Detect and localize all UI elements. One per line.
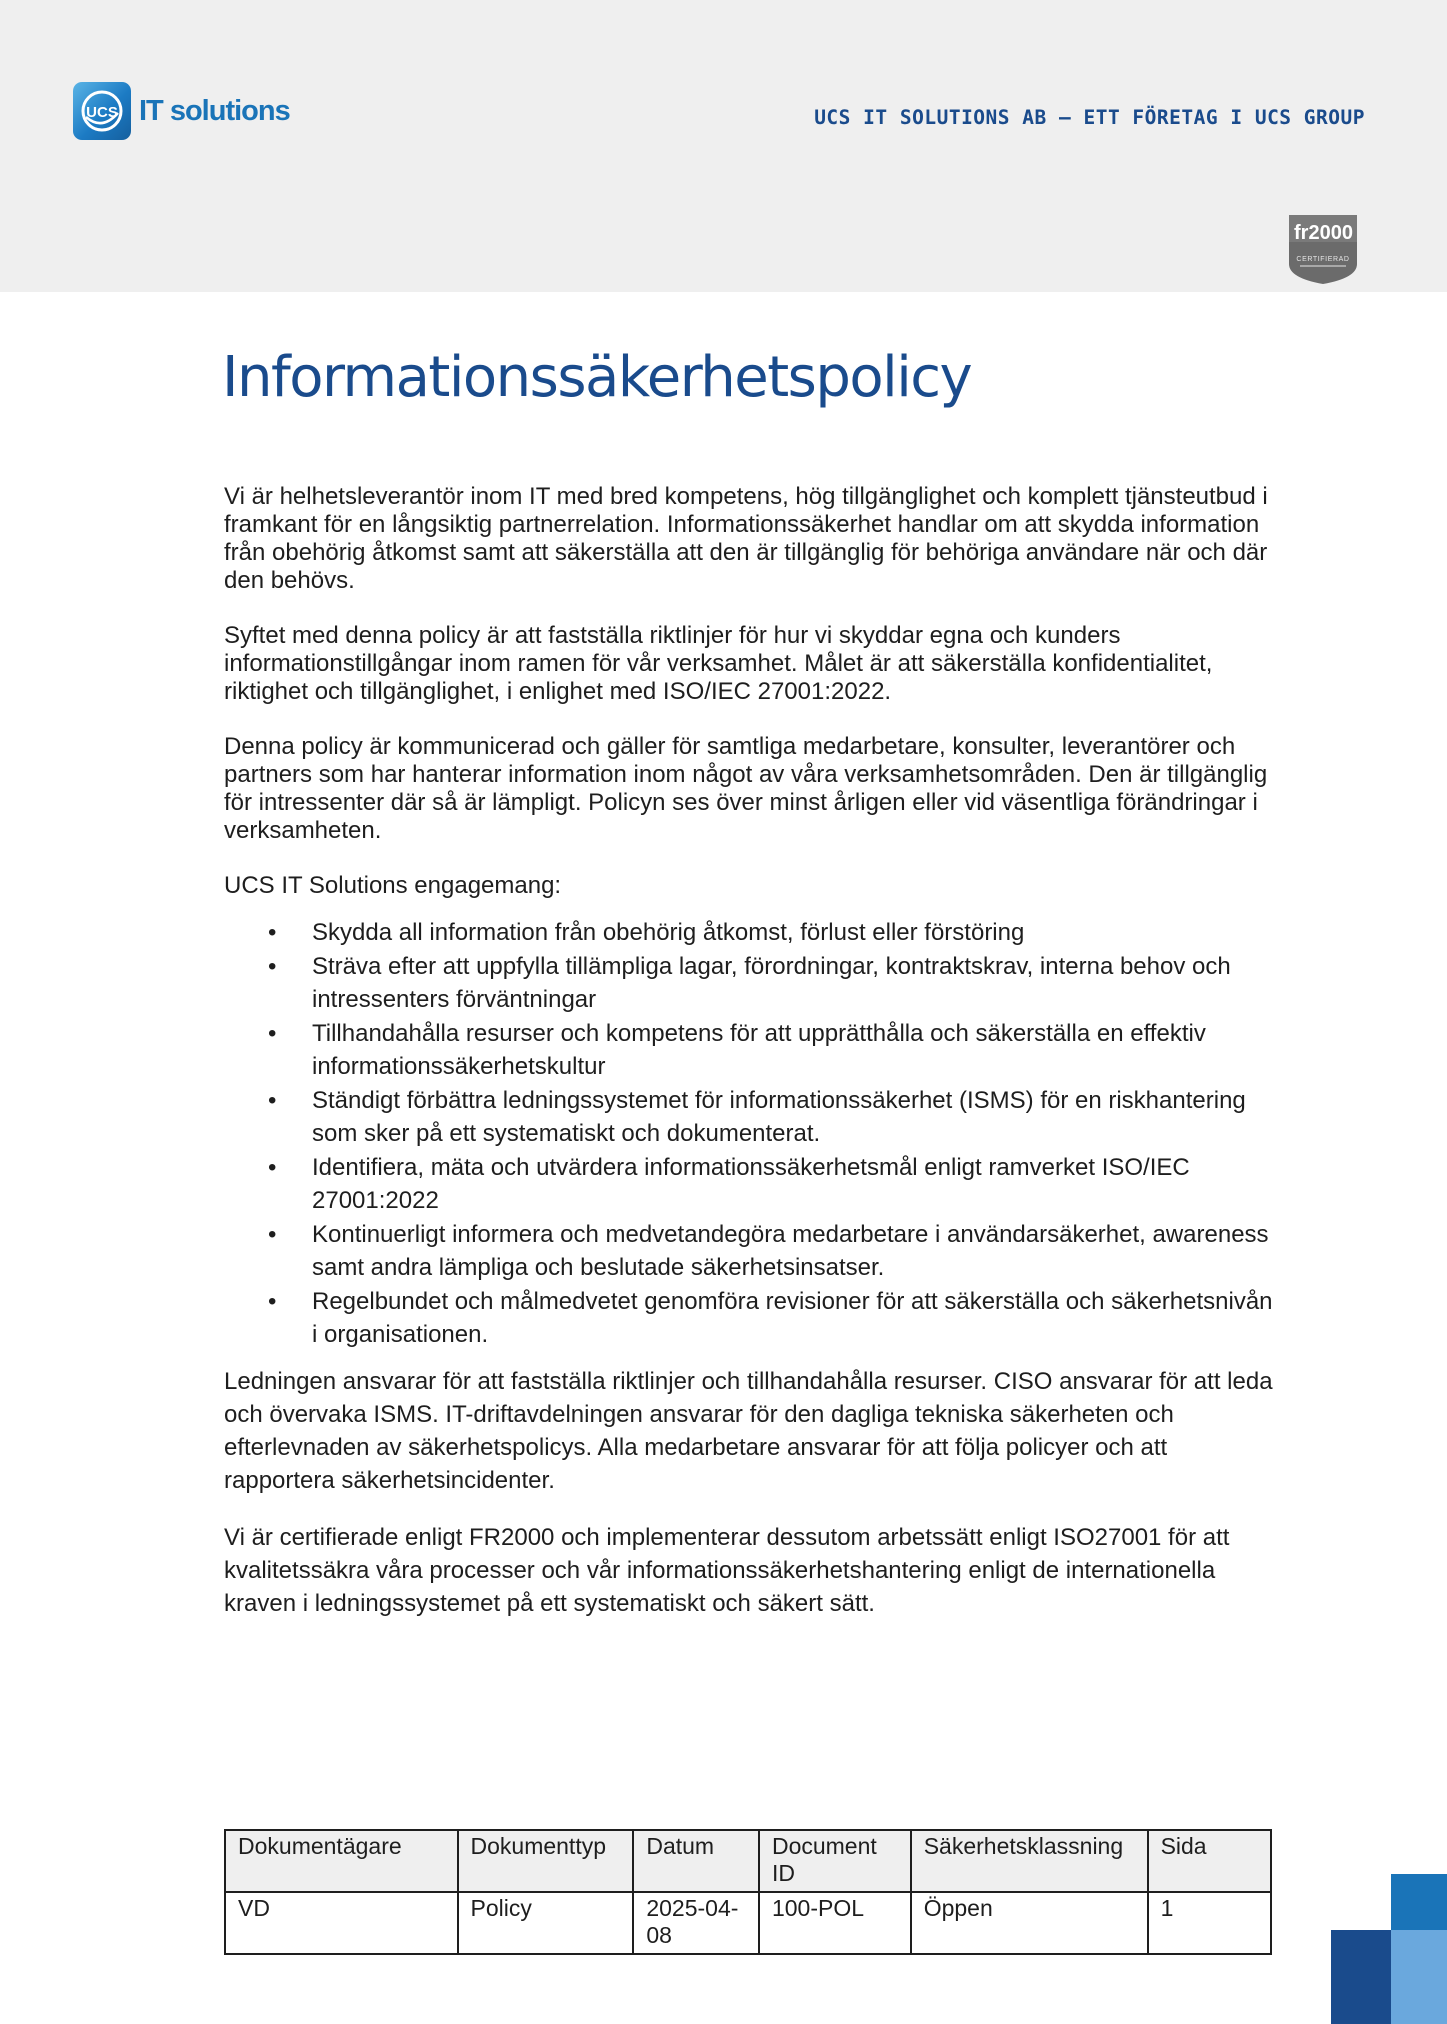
header-document-type: Dokumenttyp (458, 1830, 634, 1892)
corner-squares-decoration (1331, 1874, 1447, 2024)
certification-paragraph: Vi är certifierade enligt FR2000 och implementerar dessutom arbetssätt enligt ISO27001 för att kvalitetssäkra våra processer och vår informationssäkerhetshantering enligt de internationella kraven i ledningssystemet på ett systematiskt och säkert sätt. (224, 1524, 1230, 1617)
cell-security-classification: Öppen (911, 1892, 1148, 1954)
company-group-line: UCS IT SOLUTIONS AB – ETT FÖRETAG I UCS GROUP (814, 106, 1365, 129)
list-item: • Tillhandahålla resurser och kompetens för att upprätthålla och säkerställa en effektiv informationssäkerhetskultur (224, 1017, 1284, 1083)
commitments-list (224, 916, 1284, 1351)
document-info-table (224, 1829, 1272, 1955)
bullet-icon: • (268, 1020, 277, 1047)
header-date: Datum (633, 1830, 759, 1892)
header-document-owner: Dokumentägare (225, 1830, 458, 1892)
table-header-row (225, 1830, 1271, 1892)
list-item: • Sträva efter att uppfylla tillämpliga lagar, förordningar, kontraktskrav, interna behov och intressenters förväntningar (224, 950, 1284, 1016)
fr2000-certificate-badge (1286, 212, 1360, 286)
cell-document-owner: VD (225, 1892, 458, 1954)
intro-paragraph: Vi är helhetsleverantör inom IT med bred kompetens, hög tillgänglighet och komplett tjänsteutbud i framkant för en långsiktig partnerrelation. Informationssäkerhet handlar om att skydda information från obehörig åtkomst samt att säkerställa att den är tillgänglig för behöriga användare när och där den behövs. (224, 483, 1268, 594)
commitments-heading: UCS IT Solutions engagemang: (224, 872, 562, 899)
list-item: • Kontinuerligt informera och medvetandegöra medarbetare i användarsäkerhet, awareness samt andra lämpliga och beslutade säkerhetsinsatser. (224, 1218, 1284, 1284)
purpose-paragraph: Syftet med denna policy är att fastställa riktlinjer för hur vi skyddar egna och kunders informationstillgångar inom ramen för vår verksamhet. Målet är att säkerställa konfidentialitet, riktighet och tillgänglighet, i enlighet med ISO/IEC 27001:2022. (224, 622, 1213, 705)
bullet-icon: • (268, 919, 277, 946)
list-item: • Ständigt förbättra ledningssystemet för informationssäkerhet (ISMS) för en riskhantering som sker på ett systematiskt och dokumenterat. (224, 1084, 1284, 1150)
bullet-icon: • (268, 1154, 277, 1181)
cell-document-type: Policy (458, 1892, 634, 1954)
cell-date: 2025-04-08 (633, 1892, 759, 1954)
bullet-icon: • (268, 1087, 277, 1114)
shield-icon (1286, 212, 1360, 286)
header-band (0, 0, 1447, 292)
table-row (225, 1892, 1271, 1954)
logo-badge-text: UCS (86, 104, 118, 121)
cell-document-id: 100-POL (759, 1892, 911, 1954)
logo-text: IT solutions (139, 94, 290, 127)
ucs-logo-icon (73, 82, 131, 140)
certificate-badge-caption: CERTIFIERAD (1296, 256, 1350, 263)
list-item: • Identifiera, mäta och utvärdera informationssäkerhetsmål enligt ramverket ISO/IEC 27001:2022 (224, 1151, 1284, 1217)
header-document-id: Document ID (759, 1830, 911, 1892)
responsibility-paragraph: Ledningen ansvarar för att fastställa riktlinjer och tillhandahålla resurser. CISO ansvarar för att leda och övervaka ISMS. IT-driftavdelningen ansvarar för den dagliga tekniska säkerheten och efterlevnaden av säkerhetspolicys. Alla medarbetare ansvarar för att följa policyer och att rapportera säkerhetsincidenter. (224, 1368, 1273, 1494)
cell-page: 1 (1148, 1892, 1271, 1954)
header-security-classification: Säkerhetsklassning (911, 1830, 1148, 1892)
page-title: Informationssäkerhetspolicy (222, 345, 972, 410)
header-page: Sida (1148, 1830, 1271, 1892)
policy-body (224, 483, 1284, 1644)
list-item: • Regelbundet och målmedvetet genomföra revisioner för att säkerställa och säkerhetsnivån i organisationen. (224, 1285, 1284, 1351)
bullet-icon: • (268, 1288, 277, 1315)
scope-paragraph: Denna policy är kommunicerad och gäller för samtliga medarbetare, konsulter, leverantörer och partners som har hanterar information inom något av våra verksamhetsområden. Den är tillgänglig för intressenter där så är lämpligt. Policyn ses över minst årligen eller vid väsentliga förändringar i verksamheten. (224, 733, 1268, 844)
list-item: • Skydda all information från obehörig åtkomst, förlust eller förstöring (224, 916, 1284, 949)
bullet-icon: • (268, 1221, 277, 1248)
company-logo (73, 82, 290, 140)
bullet-icon: • (268, 953, 277, 980)
certificate-badge-text: fr2000 (1294, 222, 1353, 244)
